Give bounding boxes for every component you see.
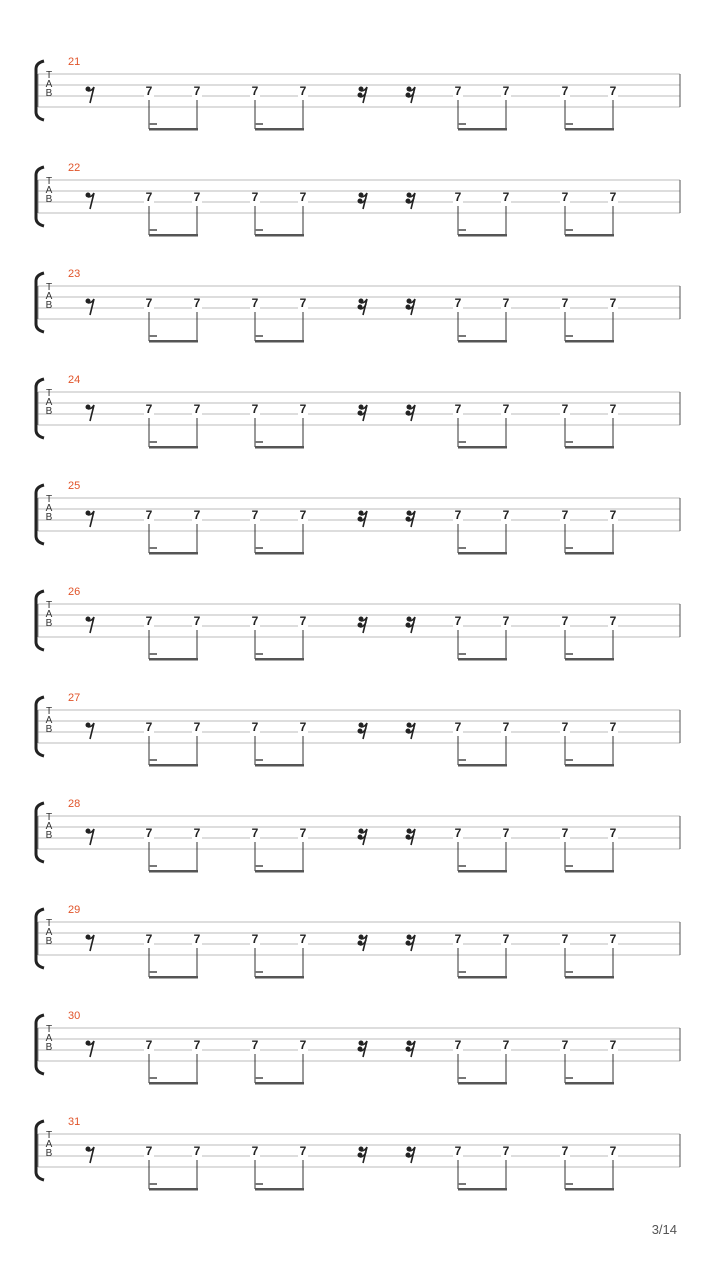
note-beam (458, 658, 507, 661)
tab-clef-letter: B (45, 830, 53, 841)
note-beam (255, 234, 304, 237)
fret-number: 7 (502, 190, 510, 204)
fret-number: 7 (454, 508, 462, 522)
beam-dot (565, 653, 573, 655)
sixteenth-rest (406, 723, 416, 740)
fret-number: 7 (561, 826, 569, 840)
tab-clef-letter: B (45, 936, 53, 947)
fret-number: 7 (193, 826, 201, 840)
tab-clef-letter: B (45, 618, 53, 629)
fret-number: 7 (145, 508, 153, 522)
beam-dot (565, 1077, 573, 1079)
note-beam (255, 1082, 304, 1085)
eighth-rest (86, 87, 95, 104)
beam-dot (565, 759, 573, 761)
note-beam (149, 658, 198, 661)
fret-number: 7 (193, 932, 201, 946)
measure-number: 21 (68, 56, 81, 68)
fret-number: 7 (502, 508, 510, 522)
system-30 (36, 1015, 680, 1085)
beam-dot (458, 653, 466, 655)
fret-number: 7 (561, 296, 569, 310)
sixteenth-rest (406, 935, 416, 952)
fret-number: 7 (609, 508, 617, 522)
eighth-rest (86, 299, 95, 316)
eighth-rest (86, 723, 95, 740)
tab-clef-letter: T (45, 176, 53, 187)
fret-number: 7 (193, 508, 201, 522)
fret-number: 7 (145, 296, 153, 310)
beam-dot (149, 971, 157, 973)
note-beam (149, 976, 198, 979)
sixteenth-rest (358, 935, 368, 952)
measure-number: 25 (68, 480, 81, 492)
tab-clef-letter: T (45, 706, 53, 717)
eighth-rest (86, 1041, 95, 1058)
fret-number: 7 (609, 1038, 617, 1052)
fret-number: 7 (609, 826, 617, 840)
fret-number: 7 (561, 1038, 569, 1052)
beam-dot (565, 971, 573, 973)
beam-dot (565, 865, 573, 867)
note-beam (149, 870, 198, 873)
beam-dot (458, 1077, 466, 1079)
note-beam (458, 128, 507, 131)
note-beam (565, 234, 614, 237)
tab-clef-letter: B (45, 1042, 53, 1053)
fret-number: 7 (454, 1038, 462, 1052)
fret-number: 7 (145, 720, 153, 734)
system-bracket (36, 803, 44, 862)
system-31 (36, 1121, 680, 1191)
sixteenth-rest (358, 1147, 368, 1164)
note-beam (565, 658, 614, 661)
note-beam (458, 552, 507, 555)
beam-dot (149, 335, 157, 337)
sixteenth-rest (358, 87, 368, 104)
measure-number: 29 (68, 904, 81, 916)
sixteenth-rest (406, 193, 416, 210)
system-bracket (36, 591, 44, 650)
system-bracket (36, 379, 44, 438)
note-beam (149, 340, 198, 343)
fret-number: 7 (454, 190, 462, 204)
sixteenth-rest (358, 405, 368, 422)
fret-number: 7 (609, 190, 617, 204)
fret-number: 7 (609, 402, 617, 416)
eighth-rest (86, 829, 95, 846)
fret-number: 7 (145, 826, 153, 840)
beam-dot (565, 229, 573, 231)
fret-number: 7 (251, 1144, 259, 1158)
tab-clef-letter: A (45, 927, 53, 938)
sixteenth-rest (406, 1147, 416, 1164)
sixteenth-rest (358, 299, 368, 316)
sixteenth-rest (406, 511, 416, 528)
fret-number: 7 (193, 1038, 201, 1052)
fret-number: 7 (145, 614, 153, 628)
note-beam (458, 764, 507, 767)
note-beam (255, 658, 304, 661)
fret-number: 7 (145, 1038, 153, 1052)
beam-dot (149, 547, 157, 549)
note-beam (149, 128, 198, 131)
fret-number: 7 (145, 84, 153, 98)
tab-clef-letter: T (45, 1130, 53, 1141)
fret-number: 7 (193, 402, 201, 416)
system-21 (36, 61, 680, 131)
tab-clef-letter: B (45, 512, 53, 523)
note-beam (565, 764, 614, 767)
tab-clef-letter: B (45, 300, 53, 311)
note-beam (255, 552, 304, 555)
system-24 (36, 379, 680, 449)
system-28 (36, 803, 680, 873)
fret-number: 7 (299, 1038, 307, 1052)
fret-number: 7 (251, 84, 259, 98)
sixteenth-rest (358, 723, 368, 740)
note-beam (565, 870, 614, 873)
beam-dot (149, 229, 157, 231)
sixteenth-rest (358, 193, 368, 210)
tab-clef-letter: T (45, 600, 53, 611)
beam-dot (255, 123, 263, 125)
fret-number: 7 (193, 190, 201, 204)
beam-dot (255, 547, 263, 549)
note-beam (255, 764, 304, 767)
tab-clef-letter: A (45, 185, 53, 196)
beam-dot (458, 1183, 466, 1185)
fret-number: 7 (145, 190, 153, 204)
fret-number: 7 (609, 614, 617, 628)
beam-dot (149, 123, 157, 125)
tab-clef-letter: A (45, 1033, 53, 1044)
measure-number: 26 (68, 586, 81, 598)
beam-dot (255, 653, 263, 655)
beam-dot (149, 1077, 157, 1079)
tab-clef-letter: A (45, 291, 53, 302)
fret-number: 7 (502, 1144, 510, 1158)
sixteenth-rest (358, 829, 368, 846)
measure-number: 22 (68, 162, 81, 174)
eighth-rest (86, 511, 95, 528)
fret-number: 7 (454, 826, 462, 840)
note-beam (149, 446, 198, 449)
note-beam (565, 1188, 614, 1191)
note-beam (565, 340, 614, 343)
system-23 (36, 273, 680, 343)
beam-dot (149, 441, 157, 443)
sixteenth-rest (406, 1041, 416, 1058)
fret-number: 7 (251, 720, 259, 734)
note-beam (458, 234, 507, 237)
fret-number: 7 (454, 614, 462, 628)
fret-number: 7 (561, 402, 569, 416)
fret-number: 7 (193, 720, 201, 734)
sixteenth-rest (406, 87, 416, 104)
measure-number: 28 (68, 798, 81, 810)
fret-number: 7 (193, 84, 201, 98)
fret-number: 7 (299, 720, 307, 734)
fret-number: 7 (251, 932, 259, 946)
note-beam (255, 446, 304, 449)
eighth-rest (86, 1147, 95, 1164)
fret-number: 7 (299, 508, 307, 522)
tab-clef-letter: T (45, 1024, 53, 1035)
fret-number: 7 (299, 614, 307, 628)
beam-dot (149, 759, 157, 761)
fret-number: 7 (454, 720, 462, 734)
fret-number: 7 (561, 1144, 569, 1158)
system-bracket (36, 1015, 44, 1074)
system-26 (36, 591, 680, 661)
note-beam (565, 552, 614, 555)
beam-dot (458, 335, 466, 337)
note-beam (565, 976, 614, 979)
note-beam (565, 128, 614, 131)
system-27 (36, 697, 680, 767)
fret-number: 7 (502, 614, 510, 628)
system-bracket (36, 167, 44, 226)
sixteenth-rest (406, 405, 416, 422)
fret-number: 7 (251, 826, 259, 840)
fret-number: 7 (299, 932, 307, 946)
tab-clef-letter: B (45, 406, 53, 417)
fret-number: 7 (193, 614, 201, 628)
fret-number: 7 (502, 826, 510, 840)
beam-dot (458, 123, 466, 125)
fret-number: 7 (251, 190, 259, 204)
fret-number: 7 (251, 402, 259, 416)
note-beam (149, 1188, 198, 1191)
fret-number: 7 (193, 1144, 201, 1158)
beam-dot (255, 1077, 263, 1079)
beam-dot (565, 1183, 573, 1185)
fret-number: 7 (609, 296, 617, 310)
note-beam (458, 1082, 507, 1085)
fret-number: 7 (251, 1038, 259, 1052)
sixteenth-rest (358, 617, 368, 634)
system-bracket (36, 61, 44, 120)
fret-number: 7 (561, 720, 569, 734)
note-beam (458, 870, 507, 873)
tab-clef-letter: B (45, 88, 53, 99)
beam-dot (255, 1183, 263, 1185)
beam-dot (458, 759, 466, 761)
fret-number: 7 (454, 402, 462, 416)
note-beam (149, 1082, 198, 1085)
sixteenth-rest (406, 829, 416, 846)
note-beam (565, 1082, 614, 1085)
beam-dot (565, 123, 573, 125)
fret-number: 7 (251, 614, 259, 628)
beam-dot (458, 547, 466, 549)
beam-dot (458, 971, 466, 973)
system-25 (36, 485, 680, 555)
note-beam (255, 1188, 304, 1191)
measure-number: 24 (68, 374, 81, 386)
tab-clef-letter: T (45, 388, 53, 399)
beam-dot (255, 865, 263, 867)
fret-number: 7 (145, 932, 153, 946)
tab-clef-letter: T (45, 282, 53, 293)
fret-number: 7 (454, 932, 462, 946)
tab-clef-letter: T (45, 70, 53, 81)
sixteenth-rest (358, 1041, 368, 1058)
fret-number: 7 (299, 190, 307, 204)
fret-number: 7 (561, 84, 569, 98)
system-bracket (36, 697, 44, 756)
note-beam (458, 446, 507, 449)
measure-number: 23 (68, 268, 81, 280)
tab-clef-letter: A (45, 397, 53, 408)
eighth-rest (86, 405, 95, 422)
measure-number: 27 (68, 692, 81, 704)
fret-number: 7 (561, 508, 569, 522)
beam-dot (149, 1183, 157, 1185)
note-beam (255, 128, 304, 131)
note-beam (458, 340, 507, 343)
fret-number: 7 (502, 720, 510, 734)
tab-clef-letter: T (45, 494, 53, 505)
fret-number: 7 (561, 190, 569, 204)
tab-clef-letter: B (45, 724, 53, 735)
tab-clef-letter: T (45, 812, 53, 823)
fret-number: 7 (251, 508, 259, 522)
fret-number: 7 (299, 84, 307, 98)
tab-clef-letter: A (45, 715, 53, 726)
note-beam (255, 976, 304, 979)
tab-clef-letter: B (45, 194, 53, 205)
beam-dot (458, 229, 466, 231)
note-beam (565, 446, 614, 449)
system-bracket (36, 485, 44, 544)
fret-number: 7 (193, 296, 201, 310)
fret-number: 7 (609, 932, 617, 946)
fret-number: 7 (609, 84, 617, 98)
sixteenth-rest (358, 511, 368, 528)
fret-number: 7 (299, 1144, 307, 1158)
tab-clef-letter: B (45, 1148, 53, 1159)
note-beam (458, 976, 507, 979)
beam-dot (458, 441, 466, 443)
eighth-rest (86, 617, 95, 634)
tab-clef-letter: A (45, 609, 53, 620)
fret-number: 7 (251, 296, 259, 310)
note-beam (255, 870, 304, 873)
beam-dot (149, 653, 157, 655)
fret-number: 7 (561, 614, 569, 628)
fret-number: 7 (299, 296, 307, 310)
system-29 (36, 909, 680, 979)
fret-number: 7 (502, 402, 510, 416)
fret-number: 7 (454, 84, 462, 98)
fret-number: 7 (145, 402, 153, 416)
note-beam (149, 552, 198, 555)
beam-dot (565, 335, 573, 337)
fret-number: 7 (145, 1144, 153, 1158)
fret-number: 7 (609, 720, 617, 734)
eighth-rest (86, 193, 95, 210)
fret-number: 7 (502, 296, 510, 310)
eighth-rest (86, 935, 95, 952)
system-22 (36, 167, 680, 237)
beam-dot (255, 441, 263, 443)
beam-dot (565, 547, 573, 549)
fret-number: 7 (502, 1038, 510, 1052)
fret-number: 7 (299, 402, 307, 416)
fret-number: 7 (502, 84, 510, 98)
note-beam (149, 764, 198, 767)
note-beam (458, 1188, 507, 1191)
beam-dot (149, 865, 157, 867)
note-beam (255, 340, 304, 343)
tab-clef-letter: T (45, 918, 53, 929)
system-bracket (36, 273, 44, 332)
tab-clef-letter: A (45, 821, 53, 832)
measure-number: 30 (68, 1010, 81, 1022)
page-number: 3/14 (651, 1222, 677, 1237)
fret-number: 7 (454, 296, 462, 310)
beam-dot (565, 441, 573, 443)
beam-dot (255, 971, 263, 973)
beam-dot (458, 865, 466, 867)
measure-number: 31 (68, 1116, 81, 1128)
fret-number: 7 (454, 1144, 462, 1158)
beam-dot (255, 759, 263, 761)
tab-clef-letter: A (45, 79, 53, 90)
tab-clef-letter: A (45, 1139, 53, 1150)
fret-number: 7 (561, 932, 569, 946)
beam-dot (255, 335, 263, 337)
fret-number: 7 (609, 1144, 617, 1158)
note-beam (149, 234, 198, 237)
sixteenth-rest (406, 617, 416, 634)
fret-number: 7 (299, 826, 307, 840)
sixteenth-rest (406, 299, 416, 316)
system-bracket (36, 909, 44, 968)
tab-clef-letter: A (45, 503, 53, 514)
beam-dot (255, 229, 263, 231)
fret-number: 7 (502, 932, 510, 946)
system-bracket (36, 1121, 44, 1180)
